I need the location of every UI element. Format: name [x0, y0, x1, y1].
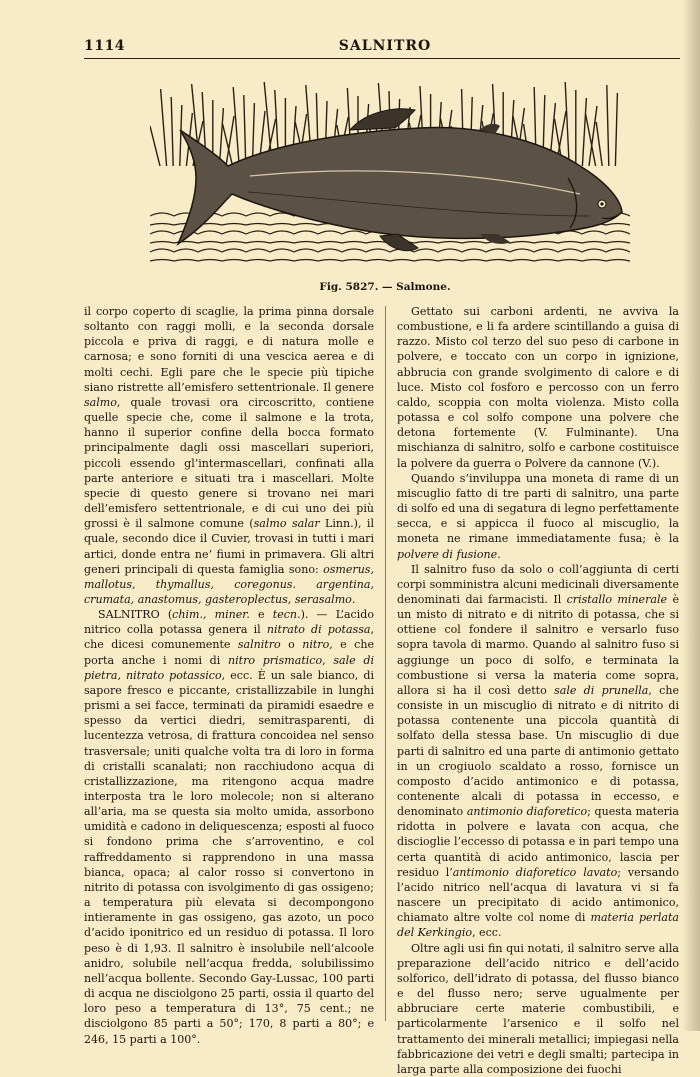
text-run: , ecc. È un sale bianco, di sapore fresco e piccante, cristallizzabile in lunghi prismi a sei facce, terminati da piramidi esaedre e spesso da vertici diedri, semitrasparenti, di lucentezza vetrosa, di frattura concoidea nel senso trasversale; uniti qualche volta tra di loro in forma di cristalli scanalati; non racchiudono acqua di cristallizzazione, ma ritengono acqua madre interposta tra le loro molecole; non si alterano all’aria, ma se questa sia molto umida, assorbono umidità e cadono in deliquescenza; esposti al fuoco si fondono prima che s’arroventino, e col raffreddamento si rapprendono in una massa bianca, opaca; al calor rosso si convertono in nitrito di potassa con isvolgimento di gas ossigeno; a temperatura più elevata si decompongono intieramente in gas ossigeno, gas azoto, un poco d’acido iponitrico ed un residuo di potassa. Il loro peso è di 1,93. Il salnitro è insolubile nell’alcoole anidro, solubile nell’acqua fredda, solubilissimo nell’acqua bollente. Secondo Gay-Lussac, 100 parti di acqua ne disciolgono 25 parti, ossia il quarto del loro peso a temperatura di 13°, 75 cent.; ne disciolgono 85 parti a 50°; 170, 8 parti a 80°; e 246, 15 parti a 100°. — [84, 668, 374, 1046]
left-column — [84, 304, 374, 1047]
text-run: Gettato sui carboni ardenti, ne avviva la combustione, e li fa ardere scintillando a guisa di razzo. Misto col terzo del suo peso di carbone in polvere, e toccato con un corpo in ignizione, abbrucia con grande svolgimento di calore e di luce. Misto col fosforo e percosso con un ferro caldo, scoppia con molta violenza. Misto colla potassa e col solfo compone una polvere che detona fortemente (V. Fulminante). Una mischianza di salnitro, solfo e carbone costituisce la polvere da guerra o Polvere da cannone (V.). — [397, 305, 679, 470]
reed-stroke — [582, 98, 586, 166]
wave-stroke — [150, 260, 630, 262]
paragraph — [397, 471, 679, 562]
italic-term: sale di pietra, nitrato potassico — [84, 653, 374, 682]
text-run: , — [322, 653, 334, 667]
text-run: Il salnitro fuso da solo o coll’aggiunta di certi corpi somministra alcuni medicinali diversamente denominati dai farmacisti. Il — [397, 562, 679, 606]
italic-term: nitrato di potassa — [266, 623, 371, 637]
text-run: il corpo coperto di scaglie, la prima pinna dorsale soltanto con raggi molli, e la seconda dorsale piccola e priva di raggi, e di natura molle e carnosa; e sono forniti di una vescica aerea e di molti cechi. Egli pare che le specie più tipiche siano ristrette all’emisfero settentrionale. Il genere — [84, 305, 374, 394]
text-run: ). — L’acido nitrico colla potassa genera il — [84, 608, 374, 637]
page-number: 1114 — [84, 38, 125, 54]
reed-stroke — [244, 95, 246, 166]
italic-term: materia perlata del Kerkingio — [397, 911, 679, 940]
italic-term: nitro — [302, 638, 330, 652]
paragraph — [84, 607, 374, 1047]
text-run: ; questa materia ridotta in polvere e lavata con acqua, che discioglie l’eccesso di potassa e in pari tempo una certa quantità di acido antimonico, lascia per residuo l’ — [397, 805, 680, 879]
italic-term: salmo salar — [253, 517, 320, 531]
reed-stroke — [219, 108, 223, 166]
italic-term: antimonio diaforetico lavato — [452, 865, 618, 879]
italic-term: salnitro — [237, 638, 281, 652]
italic-term: sale di prunella — [554, 683, 649, 697]
text-run: Linn.), il quale, secondo dice il Cuvier, trovasi in tutti i mari artici, donde entra ne’ fiumi in primavera. Gli altri generi principali di questa famiglia sono: — [84, 517, 374, 576]
text-run: , e che porta anche i nomi di — [84, 638, 374, 667]
running-title: SALNITRO — [338, 38, 432, 54]
header-rule — [84, 58, 680, 59]
salmon-illustration — [150, 66, 630, 276]
text-run: è un misto di nitrato e di nitrito di potassa, che si ottiene col fondere il salnitro e versarlo fuso sopra tavola di marmo. Quando al salnitro fuso si aggiunge un poco di solfo, e terminata la combustione si versa la materia come sopra, allora si ha il così detto — [397, 592, 679, 697]
italic-term: cristallo minerale — [566, 592, 668, 606]
italic-term: chim., miner. — [172, 608, 250, 622]
wave-stroke — [150, 249, 630, 252]
reed-stroke — [180, 105, 182, 166]
italic-term: polvere di fusione — [397, 547, 498, 561]
right-column — [397, 304, 679, 1077]
text-run: , che consiste in un miscuglio di nitrato e di nitrito di potassa contenente una piccola quantità di solfato della stessa base. Un miscuglio di due parti di salnitro ed una parte di antimonio gettato in un crogiuolo scaldato a rosso, fornisce un composto d’acido antimonico e di potassa, contenente alcali di potassa in eccesso, e denominato — [397, 683, 679, 819]
reed-stroke — [171, 97, 173, 166]
italic-term: salmo — [84, 395, 117, 409]
text-run: o — [280, 638, 303, 652]
italic-term: osmerus, mallotus, thymallus, coregonus. argentina, crumata, anastomus, gasteroplectus, serasalmo — [84, 562, 374, 606]
italic-term: tecn. — [272, 608, 301, 622]
text-run: SALNITRO ( — [98, 608, 173, 622]
text-run: Oltre agli usi fin qui notati, il salnitro serve alla preparazione dell’acido nitrico e dell’acido solforico, dell’idrato di potassa, del flusso bianco e del flusso nero; serve ugualmente per abbruciare certe materie combustibili, e particolarmente l’arsenico e il solfo nel trattamento dei minerali metallici; impiegasi nella fabbricazione dei vetri e degli smalti; partecipa in larga parte alla composizione dei fuochi — [397, 941, 679, 1076]
column-divider — [385, 306, 386, 1021]
reed-stroke — [161, 89, 167, 166]
reed-stroke — [565, 82, 569, 166]
page-gutter-shadow — [682, 0, 700, 1031]
reed-stroke — [233, 87, 239, 166]
text-run: , ecc. — [472, 926, 502, 940]
paragraph — [397, 562, 679, 941]
text-run: ; versando l’acido nitrico nell’acqua di lavatura vi si fa nascere un precipitato di acido antimonico, chiamato altre volte col nome di — [397, 865, 679, 925]
italic-term: antimonio diaforetico — [466, 805, 588, 819]
paragraph — [397, 941, 679, 1077]
italic-term: nitro prismatico — [227, 653, 323, 667]
figure-caption: Fig. 5827. — Salmone. — [319, 281, 451, 293]
reed-stroke — [607, 85, 609, 166]
paragraph — [84, 304, 374, 607]
reed-stroke — [596, 122, 602, 166]
text-run: , quale trovasi ora circoscritto, contiene quelle specie che, come il salmone e la trota, hanno il superior confine della bocca formato principalmente dagli ossi mascellari superiori, piccoli essendo gl’intermascellari, confinati alla parte anteriore e situati tra i mascellari. Molte specie di questo genere si trovano nei mari dell’emisfero settentrionale, e di cui uno dei più grossi è il salmone comune ( — [84, 395, 374, 531]
paragraph — [397, 304, 679, 471]
text-run: Quando s’inviluppa una moneta di rame di un miscuglio fatto di tre parti di salnitro, una parte di solfo ed una di segatura di legno perfettamente secca, e si appicca il fuoco al miscuglio, la moneta ne rimane immediatamente fusa; è la — [397, 471, 679, 546]
text-run: . — [497, 547, 501, 561]
text-run: . — [351, 592, 356, 606]
text-run: e — [249, 608, 273, 622]
reed-stroke — [615, 93, 617, 166]
text-run: , che dicesi comunemente — [84, 623, 374, 652]
reed-stroke — [150, 126, 160, 166]
